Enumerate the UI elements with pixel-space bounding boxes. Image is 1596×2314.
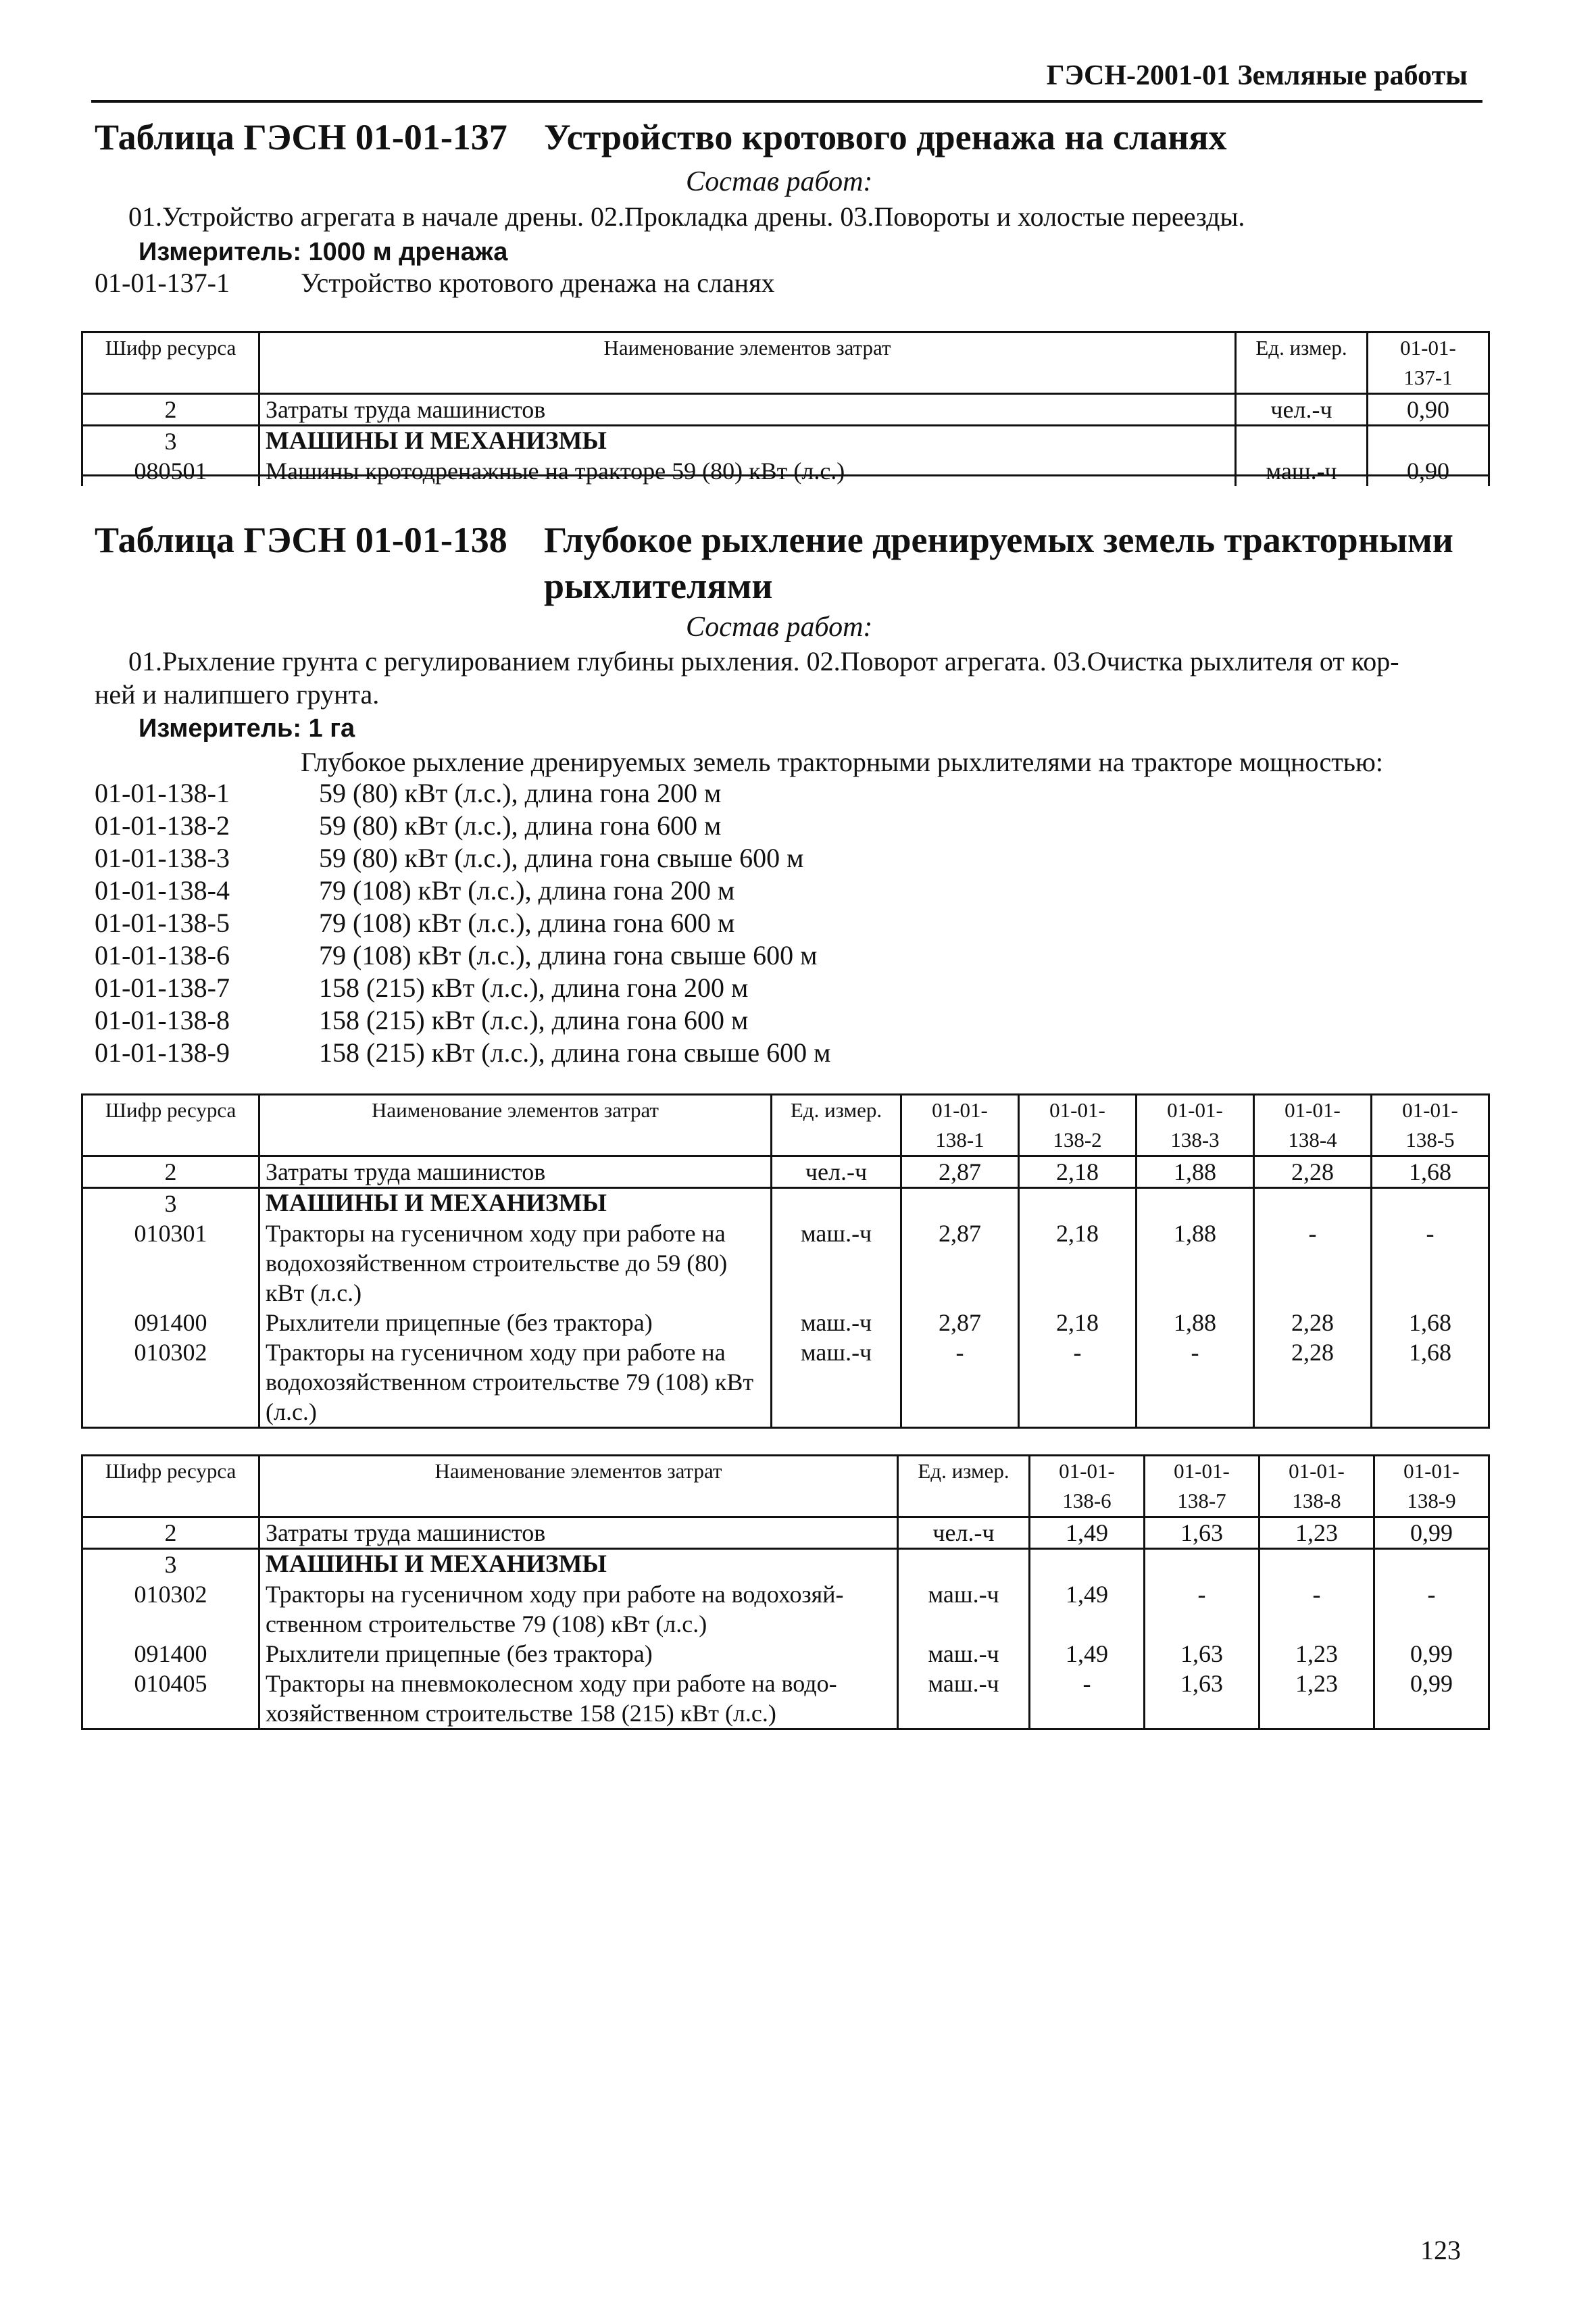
table-row: 2 Затраты труда машинистов чел.-ч 2,87 2,18 1,88 2,28 1,68 [82, 1156, 1489, 1188]
table-137-title: Таблица ГЭСН 01-01-137 [95, 117, 507, 157]
code-desc: 59 (80) кВт (л.с.), длина гона свыше 600 м [319, 843, 804, 873]
table-137-code: 01-01-137-1 [95, 268, 230, 298]
table-137-bottom-rule [81, 474, 1488, 476]
table-138-subject-line1: Глубокое рыхление дренируемых земель тракторными [544, 520, 1453, 560]
code-item: 01-01-138-9 [95, 1037, 230, 1068]
col-header-code: Шифр ресурса [82, 1456, 259, 1517]
col-header-value: 01-01- 138-8 [1260, 1456, 1374, 1517]
table-138-code-desc-list [319, 777, 830, 1069]
col-header-value: 01-01- 137-1 [1368, 333, 1489, 394]
col-header-unit: Ед. измер. [898, 1456, 1030, 1517]
col-header-unit: Ед. измер. [1236, 333, 1368, 394]
col-header-value: 01-01- 138-4 [1254, 1095, 1372, 1156]
col-header-name: Наименование элементов затрат [259, 333, 1236, 394]
table-138-grid-2 [81, 1454, 1490, 1730]
code-desc: 158 (215) кВт (л.с.), длина гона свыше 600 м [319, 1037, 831, 1068]
code-desc: 79 (108) кВт (л.с.), длина гона свыше 600 м [319, 940, 818, 970]
code-desc: 79 (108) кВт (л.с.), длина гона 600 м [319, 908, 735, 938]
table-row-machines: 3 010302 091400 010405 МАШИНЫ И МЕХАНИЗМЫ Тракторы на гусеничном ходу при работе на водохозяй- ственном строительстве 79 (108) кВт (л.с.) Рыхлители прицепные (без трактора) Тракторы на пневмоколесном ходу при работе на водо- хозяйственном строительстве 158 (215) кВт (л.с.) маш.-ч маш.-ч маш.-ч 1,49 1,49 - - 1,63 1,63 - 1,23 1,23 - 0,99 0,99 [82, 1549, 1489, 1729]
table-138-intro: Глубокое рыхление дренируемых земель тракторными рыхлителями на тракторе мощностью: [301, 747, 1383, 777]
table-137-subject: Устройство кротового дренажа на сланях [544, 117, 1227, 157]
code-item: 01-01-138-4 [95, 875, 230, 906]
code-desc: 79 (108) кВт (л.с.), длина гона 200 м [319, 875, 735, 906]
col-header-value: 01-01- 138-7 [1145, 1456, 1260, 1517]
code-desc: 158 (215) кВт (л.с.), длина гона 600 м [319, 1005, 749, 1035]
table-137-work-items: 01.Устройство агрегата в начале дрены. 02.Прокладка дрены. 03.Повороты и холостые переезды. [128, 201, 1245, 232]
col-header-code: Шифр ресурса [82, 333, 259, 394]
table-138-sostav-label: Состав работ: [686, 612, 873, 643]
col-header-name: Наименование элементов затрат [259, 1456, 898, 1517]
col-header-unit: Ед. измер. [772, 1095, 901, 1156]
header-rule [91, 100, 1482, 103]
code-item: 01-01-138-8 [95, 1005, 230, 1035]
table-row-machines: 3 010301 091400 010302 МАШИНЫ И МЕХАНИЗМЫ Тракторы на гусеничном ходу при работе на водохозяйственном строительстве до 59 (80) кВт (л.с.) Рыхлители прицепные (без трактора) Тракторы на гусеничном ходу при работе на водохозяйственном строительстве 79 (108) кВт (л.с.) маш.-ч маш.-ч маш.-ч 2,87 2,87 - 2,18 2,18 - 1,88 1,88 - - 2,28 2,28 - 1,68 1,68 [82, 1188, 1489, 1428]
table-138-title: Таблица ГЭСН 01-01-138 [95, 520, 507, 560]
code-item: 01-01-138-3 [95, 843, 230, 873]
col-header-value: 01-01- 138-5 [1372, 1095, 1489, 1156]
table-137-measure: Измеритель: 1000 м дренажа [139, 238, 508, 266]
code-item: 01-01-138-2 [95, 810, 230, 841]
code-item: 01-01-138-1 [95, 778, 230, 808]
code-desc: 158 (215) кВт (л.с.), длина гона 200 м [319, 973, 749, 1003]
code-desc: 59 (80) кВт (л.с.), длина гона 600 м [319, 810, 722, 841]
table-137-grid [81, 331, 1490, 486]
table-138-work-items-line2: ней и налипшего грунта. [95, 679, 380, 710]
col-header-value: 01-01- 138-3 [1137, 1095, 1254, 1156]
table-row: 3 080501 МАШИНЫ И МЕХАНИЗМЫ Машины кротодренажные на тракторе 59 (80) кВт (л.с.) маш.-ч 0,90 [82, 426, 1489, 487]
code-desc: 59 (80) кВт (л.с.), длина гона 200 м [319, 778, 722, 808]
col-header-value: 01-01- 138-1 [901, 1095, 1019, 1156]
table-137-code-desc: Устройство кротового дренажа на сланях [301, 268, 775, 298]
table-row: 2 Затраты труда машинистов чел.-ч 0,90 [82, 394, 1489, 426]
table-138-subject-line2: рыхлителями [544, 566, 773, 606]
table-137-sostav-label: Состав работ: [686, 166, 873, 197]
col-header-code: Шифр ресурса [82, 1095, 259, 1156]
col-header-value: 01-01- 138-2 [1019, 1095, 1137, 1156]
table-138-work-items-line1: 01.Рыхление грунта с регулированием глубины рыхления. 02.Поворот агрегата. 03.Очистка рыхлителя от кор- [128, 646, 1399, 676]
code-item: 01-01-138-6 [95, 940, 230, 970]
running-header: ГЭСН-2001-01 Земляные работы [1046, 60, 1468, 91]
col-header-value: 01-01- 138-6 [1030, 1456, 1145, 1517]
col-header-value: 01-01- 138-9 [1374, 1456, 1489, 1517]
page-number: 123 [1420, 2235, 1461, 2265]
col-header-name: Наименование элементов затрат [259, 1095, 772, 1156]
table-138-grid-1 [81, 1093, 1490, 1429]
table-row: 2 Затраты труда машинистов чел.-ч 1,49 1,63 1,23 0,99 [82, 1517, 1489, 1549]
table-138-code-list [95, 777, 230, 1069]
code-item: 01-01-138-5 [95, 908, 230, 938]
table-138-measure: Измеритель: 1 га [139, 714, 355, 743]
code-item: 01-01-138-7 [95, 973, 230, 1003]
